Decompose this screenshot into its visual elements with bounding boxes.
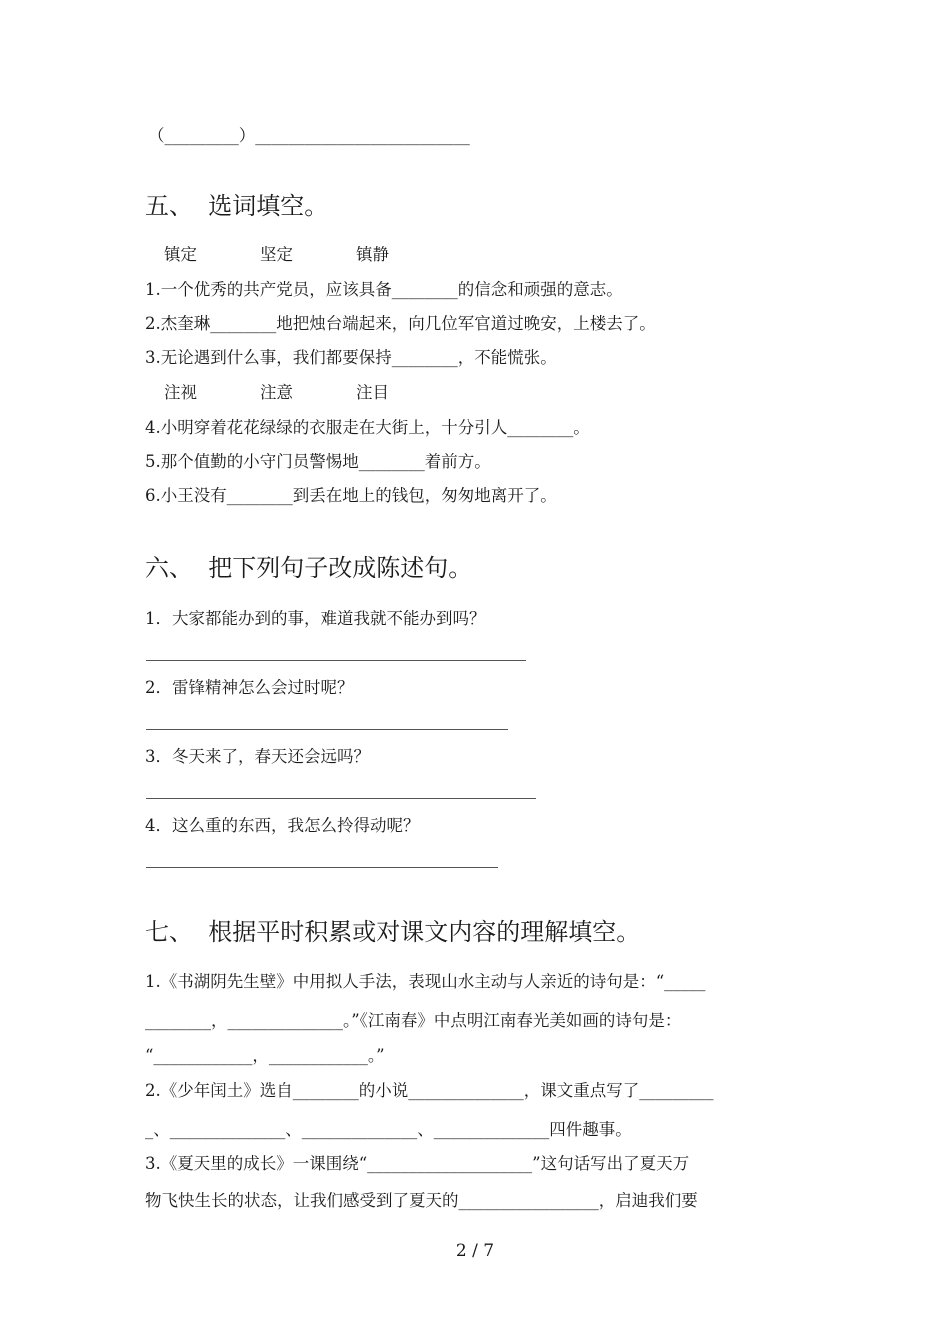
section6-heading: 六、 把下列句子改成陈述句。	[145, 554, 473, 582]
s6-question-1: 1．大家都能办到的事，难道我就不能办到吗？	[145, 609, 486, 628]
section5-heading: 五、 选词填空。	[145, 192, 329, 220]
word-choice: 坚定	[260, 245, 293, 264]
answer-line[interactable]	[146, 867, 498, 868]
s7-q1-line3: “____________，____________。”	[145, 1046, 385, 1065]
word-choice: 注目	[356, 383, 389, 402]
s6-question-3: 3．冬天来了，春天还会远吗？	[145, 747, 370, 766]
word-choice: 注意	[260, 383, 293, 402]
answer-line[interactable]	[146, 660, 526, 661]
word-choice: 镇定	[164, 245, 197, 264]
s5-question-4: 4.小明穿着花花绿绿的衣服走在大街上，十分引人________。	[145, 418, 590, 437]
s5-question-2: 2.杰奎琳________地把烛台端起来，向几位军官道过晚安，上楼去了。	[145, 314, 656, 333]
s5-question-1: 1.一个优秀的共产党员，应该具备________的信念和顽强的意志。	[145, 280, 623, 299]
s7-q1-line2: ________，______________。”《江南春》中点明江南春光美如画的诗句是：	[145, 1011, 682, 1030]
page-number: 2 / 7	[455, 1241, 495, 1261]
section7-heading: 七、 根据平时积累或对课文内容的理解填空。	[145, 918, 641, 946]
s6-question-4: 4．这么重的东西，我怎么拎得动呢？	[145, 816, 420, 835]
s5-question-5: 5.那个值勤的小守门员警惕地________着前方。	[145, 452, 491, 471]
word-choices-b	[164, 381, 452, 405]
s7-q1-line1: 1.《书湖阴先生壁》中用拟人手法，表现山水主动与人亲近的诗句是：“_____	[145, 972, 706, 991]
s7-q2-line1: 2.《少年闰土》选自________的小说______________，课文重点写了_________	[145, 1081, 714, 1100]
s6-question-2: 2．雷锋精神怎么会过时呢？	[145, 678, 354, 697]
word-choices-a	[164, 243, 452, 267]
answer-line[interactable]	[146, 798, 536, 799]
s7-q3-line2: 物飞快生长的状态，让我们感受到了夏天的_________________，启迪我们要	[145, 1191, 698, 1210]
answer-line[interactable]	[146, 729, 508, 730]
s7-q3-line1: 3.《夏天里的成长》一课围绕“____________________”这句话写出了夏天万	[145, 1154, 690, 1173]
s5-question-6: 6.小王没有________到丢在地上的钱包，匆匆地离开了。	[145, 486, 557, 505]
word-choice: 注视	[164, 383, 197, 402]
s7-q2-line2: _、______________、______________、______________四件趣事。	[145, 1120, 632, 1139]
s5-question-3: 3.无论遇到什么事，我们都要保持________，不能慌张。	[145, 348, 557, 367]
word-choice: 镇静	[356, 245, 389, 264]
top-answer-line: （_________）__________________________	[148, 126, 470, 145]
